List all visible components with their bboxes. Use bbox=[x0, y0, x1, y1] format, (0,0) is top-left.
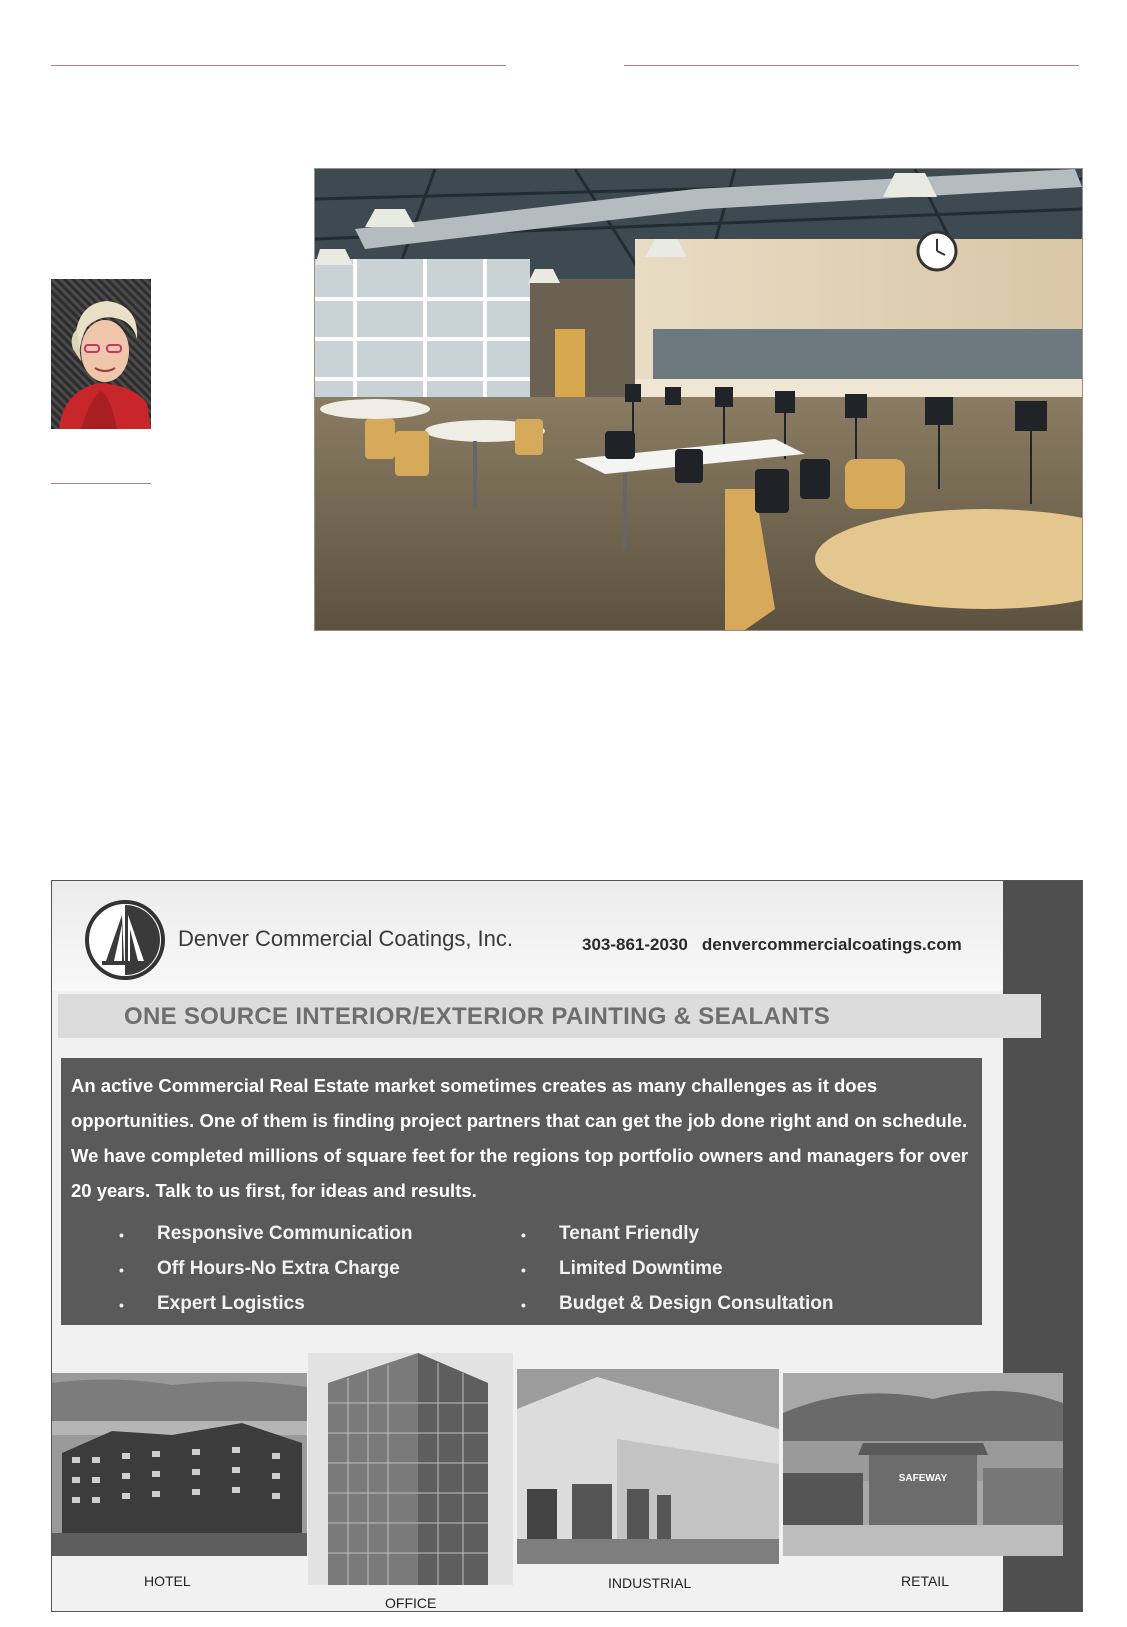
list-item: • Budget & Design Consultation bbox=[521, 1293, 834, 1314]
hotel-photo bbox=[52, 1373, 307, 1556]
contact-line bbox=[582, 935, 976, 955]
list-item: • Limited Downtime bbox=[521, 1258, 723, 1279]
byline-rule bbox=[51, 483, 151, 484]
caption-office: OFFICE bbox=[385, 1595, 437, 1611]
phone-number: 303-861-2030 bbox=[582, 935, 688, 954]
list-item: • Tenant Friendly bbox=[521, 1223, 700, 1244]
retail-photo bbox=[783, 1373, 1063, 1556]
list-item: • Expert Logistics bbox=[119, 1293, 305, 1314]
caption-hotel: HOTEL bbox=[144, 1573, 191, 1589]
headline-bar bbox=[58, 994, 1041, 1038]
website-link[interactable]: denvercommercialcoatings.com bbox=[701, 935, 962, 954]
company-name: Denver Commercial Coatings, Inc. bbox=[178, 926, 514, 951]
caption-retail: RETAIL bbox=[901, 1573, 949, 1589]
industrial-photo bbox=[517, 1369, 779, 1564]
store-sign: SAFEWAY bbox=[898, 1473, 948, 1484]
author-headshot bbox=[51, 279, 151, 429]
list-item: • Responsive Communication bbox=[119, 1223, 413, 1244]
cafeteria-photo bbox=[314, 168, 1083, 631]
header-rule-left bbox=[51, 65, 506, 66]
office-photo bbox=[308, 1353, 513, 1585]
list-item: • Off Hours-No Extra Charge bbox=[119, 1258, 400, 1279]
ad-body-text: An active Commercial Real Estate market sometimes creates as many challenges as it does opportunities. One of them is finding project partners that can get the job done right and on schedule. We have completed millions of square feet for the regions top portfolio owners and managers for over 20 years. Talk to us first, for ideas and results. bbox=[71, 1075, 969, 1201]
copy-panel bbox=[61, 1058, 982, 1325]
caption-industrial: INDUSTRIAL bbox=[608, 1575, 692, 1591]
ad-headline: ONE SOURCE INTERIOR/EXTERIOR PAINTING & SEALANTS bbox=[124, 1003, 831, 1030]
advertisement bbox=[51, 880, 1083, 1612]
ad-header bbox=[52, 881, 1003, 991]
header-rule-right bbox=[624, 65, 1079, 66]
company-logo-icon bbox=[84, 899, 166, 981]
